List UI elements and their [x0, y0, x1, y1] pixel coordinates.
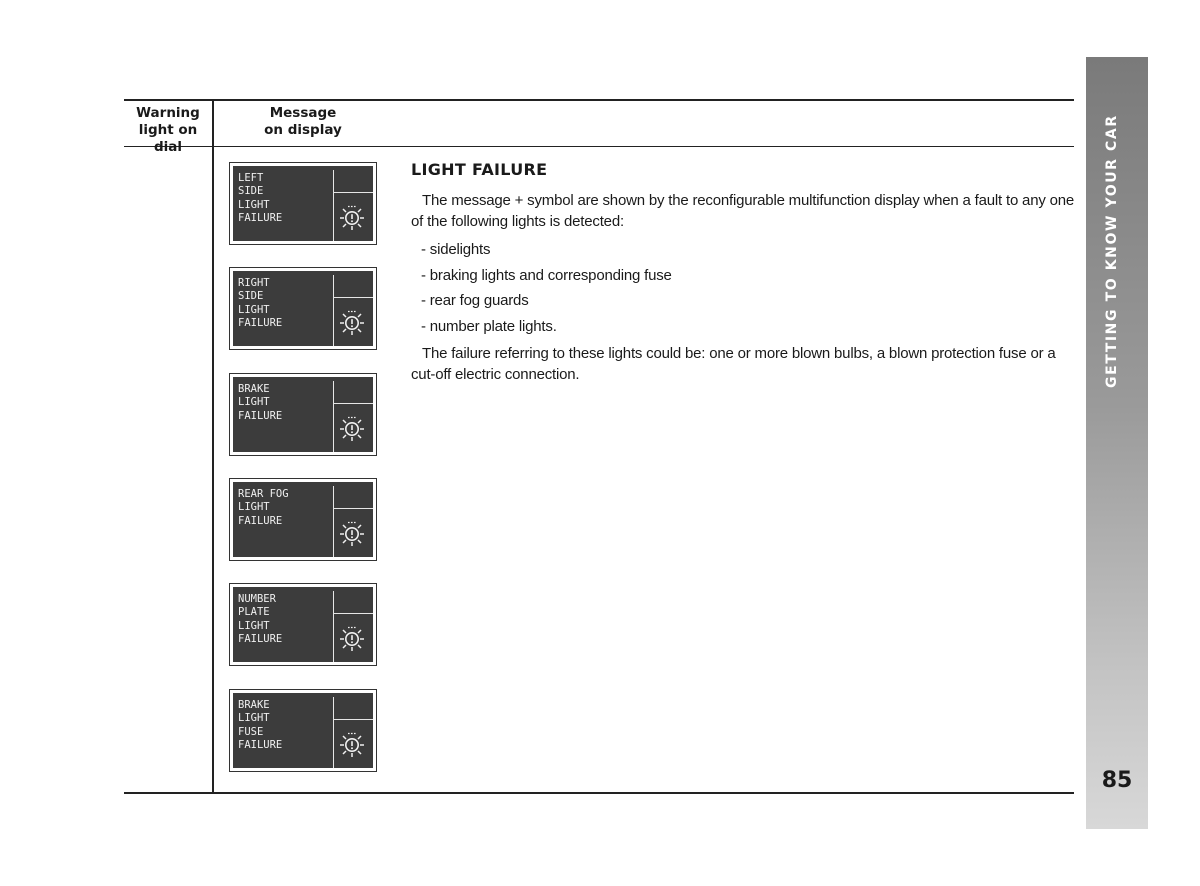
display-line: LIGHT	[238, 501, 270, 514]
list-item: - number plate lights.	[421, 318, 557, 336]
header-warning-light	[124, 105, 212, 156]
display-line: FAILURE	[238, 738, 283, 751]
display-line: FAILURE	[238, 514, 283, 527]
display-divider-vertical	[333, 486, 334, 557]
display-screen	[233, 482, 373, 557]
column-divider	[212, 101, 214, 793]
table-bottom-rule	[124, 792, 1074, 794]
display-divider-horizontal	[333, 719, 373, 720]
display-screen	[233, 693, 373, 768]
display-line: LEFT	[238, 172, 264, 184]
display-screen	[233, 587, 373, 662]
display-line: BRAKE	[238, 383, 270, 395]
display-line: NUMBER	[238, 593, 276, 605]
display-screen	[233, 166, 373, 241]
display-divider-vertical	[333, 275, 334, 346]
bulb-failure-icon	[338, 519, 366, 547]
display-line: FAILURE	[238, 316, 283, 329]
bulb-failure-icon	[338, 624, 366, 652]
display-panel-rear-fog-light	[229, 478, 377, 561]
display-divider-horizontal	[333, 508, 373, 509]
list-item: - braking lights and corresponding fuse	[421, 266, 672, 284]
display-line: BRAKE	[238, 699, 270, 711]
list-item: - rear fog guards	[421, 292, 529, 310]
page-number: 85	[1101, 768, 1133, 793]
display-message	[238, 383, 282, 423]
display-screen	[233, 377, 373, 452]
table-top-rule	[124, 99, 1074, 101]
section-label: GETTING TO KNOW YOUR CAR	[1104, 114, 1120, 388]
display-divider-horizontal	[333, 297, 373, 298]
display-divider-vertical	[333, 170, 334, 241]
display-panel-right-side-light	[229, 267, 377, 350]
display-line: LIGHT	[238, 712, 270, 725]
display-line: LIGHT	[238, 396, 270, 409]
display-panel-left-side-light	[229, 162, 377, 245]
display-message	[238, 277, 282, 330]
display-line: RIGHT	[238, 277, 270, 289]
display-line: REAR FOG	[238, 488, 289, 500]
header-bottom-rule	[124, 146, 1074, 147]
header-warning-line2: light on dial	[138, 122, 198, 155]
display-divider-horizontal	[333, 403, 373, 404]
display-line: FAILURE	[238, 632, 283, 645]
display-message	[238, 593, 282, 646]
display-divider-vertical	[333, 591, 334, 662]
display-screen	[233, 271, 373, 346]
bulb-failure-icon	[338, 308, 366, 336]
display-message	[238, 699, 282, 752]
outro-paragraph: The failure referring to these lights could be: one or more blown bulbs, a blown protection fuse or a cut-off electric connection.	[411, 345, 1056, 383]
header-message-display	[230, 105, 376, 139]
display-message	[238, 172, 282, 225]
section-title: LIGHT FAILURE	[411, 160, 548, 179]
display-line: LIGHT	[238, 303, 270, 316]
display-divider-vertical	[333, 381, 334, 452]
display-line: FUSE	[238, 725, 264, 738]
display-message	[238, 488, 289, 528]
list-item: - sidelights	[421, 241, 491, 258]
display-line: LIGHT	[238, 619, 270, 632]
header-message-line2: on display	[264, 122, 342, 138]
display-panel-brake-light	[229, 373, 377, 456]
bulb-failure-icon	[338, 730, 366, 758]
display-divider-vertical	[333, 697, 334, 768]
display-line: SIDE	[238, 185, 264, 198]
display-line: FAILURE	[238, 409, 283, 422]
intro-paragraph: The message + symbol are shown by the reconfigurable multifunction display when a fault to any one of the following lights is detected:	[411, 192, 1075, 230]
display-line: LIGHT	[238, 198, 270, 211]
display-line: FAILURE	[238, 211, 283, 224]
display-divider-horizontal	[333, 192, 373, 193]
header-message-line1: Message	[269, 105, 337, 121]
display-panel-brake-light-fuse	[229, 689, 377, 772]
display-panel-number-plate-light	[229, 583, 377, 666]
bulb-failure-icon	[338, 414, 366, 442]
display-divider-horizontal	[333, 613, 373, 614]
bulb-failure-icon	[338, 203, 366, 231]
header-warning-line1: Warning	[136, 105, 200, 121]
light-list	[421, 237, 672, 340]
display-line: PLATE	[238, 606, 270, 619]
display-line: SIDE	[238, 290, 264, 303]
